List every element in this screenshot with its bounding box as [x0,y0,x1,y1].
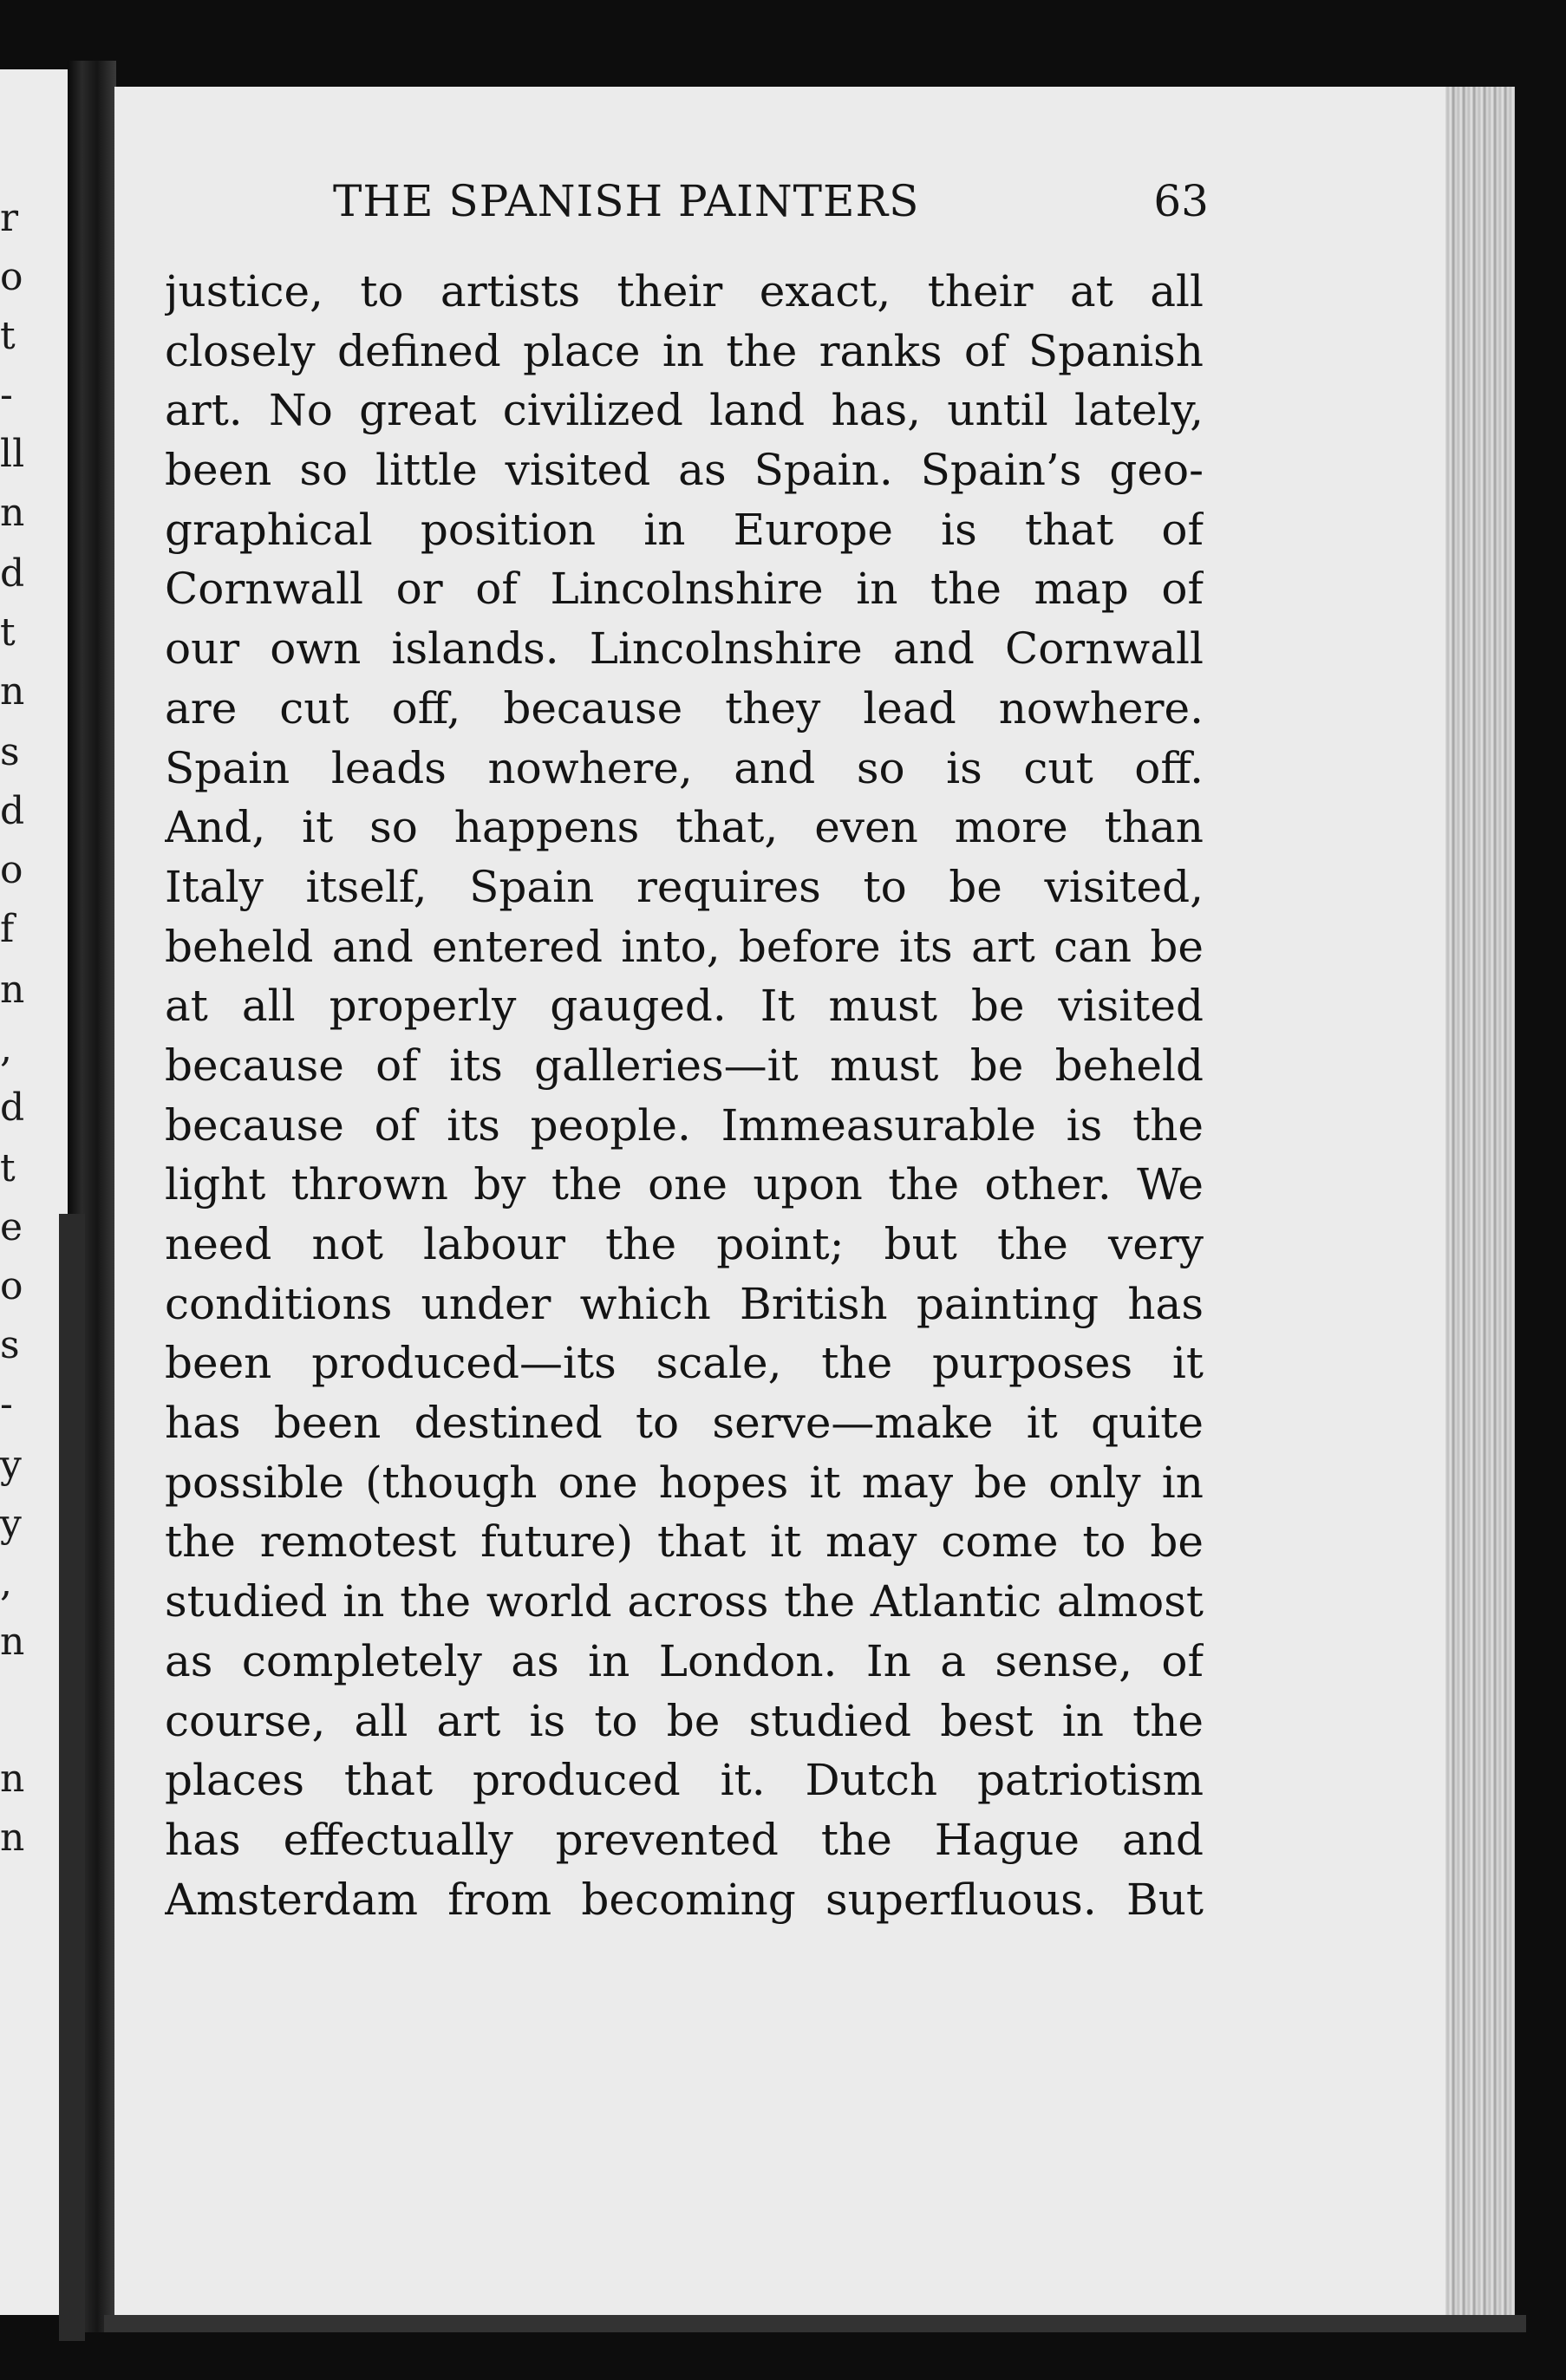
body-text [165,262,1204,1929]
facing-page-fragment: f [0,907,15,951]
facing-page-fragment: o [0,848,23,892]
facing-page-fragment: o [0,1264,23,1308]
text-line: been produced—its scale, the purposes it [165,1338,1204,1389]
facing-page-fragment: d [0,1086,25,1130]
book-bottom-edge [104,2315,1526,2332]
facing-page-fragment: r [0,196,19,240]
page-stack-edge [1445,87,1515,2324]
text-line: Spain leads nowhere, and so is cut off. [165,742,1204,793]
facing-page-fragment: - [0,1382,13,1426]
text-line: because of its people. Immeasurable is the [165,1099,1204,1151]
text-line: studied in the world across the Atlantic almost [165,1576,1204,1627]
gutter-shadow [59,1214,85,2341]
text-line: beheld and entered into, before its art can be [165,921,1204,972]
text-line: has effectually prevented the Hague and [165,1814,1204,1865]
text-line: justice, to artists their exact, their at all [165,266,1204,316]
text-line: Italy itself, Spain requires to be visited, [165,861,1204,912]
text-line: our own islands. Lincolnshire and Cornwall [165,623,1204,675]
facing-page-fragment: o [0,255,23,299]
text-line: closely defined place in the ranks of Spanish [165,325,1204,376]
facing-page-fragment: n [0,1816,25,1860]
facing-page-fragment: t [0,610,16,655]
text-line: because of its galleries—it must be beheld [165,1040,1204,1091]
facing-page-fragment: d [0,551,25,596]
text-line: light thrown by the one upon the other. We [165,1159,1204,1210]
text-line: as completely as in London. In a sense, of [165,1635,1204,1686]
text-line: the remotest future) that it may come to be [165,1516,1204,1568]
text-line: need not labour the point; but the very [165,1219,1204,1269]
text-line: has been destined to serve—make it quite [165,1398,1204,1449]
facing-page-fragment: n [0,669,25,714]
page-header [333,176,1209,228]
facing-page-fragment: t [0,314,16,358]
text-line: conditions under which British painting has [165,1278,1204,1329]
facing-page-fragment: s [0,1323,20,1367]
facing-page-fragment: n [0,1620,25,1664]
text-line: are cut off, because they lead nowhere. [165,682,1204,734]
running-title: THE SPANISH PAINTERS [333,176,920,226]
page-number: 63 [1153,176,1209,226]
text-line: possible (though one hopes it may be only in [165,1457,1204,1508]
facing-page-fragment: t [0,1146,16,1190]
facing-page-fragment: , [0,1027,12,1071]
facing-page-fragment: s [0,730,20,774]
text-line: at all properly gauged. It must be visited [165,981,1204,1032]
facing-page-fragment: e [0,1205,23,1249]
facing-page-fragment: n [0,491,25,535]
text-line: course, all art is to be studied best in the [165,1695,1204,1746]
text-line: art. No great civilized land has, until lately, [165,385,1204,436]
facing-page-fragment: y [0,1502,22,1546]
text-line: Cornwall or of Lincolnshire in the map of [165,564,1204,615]
facing-page-fragment: , [0,1561,12,1605]
facing-page-fragment: d [0,789,25,833]
facing-page-fragment: n [0,1757,25,1801]
text-line: places that produced it. Dutch patriotism [165,1755,1204,1806]
facing-page-fragment: n [0,968,25,1012]
text-line: graphical position in Europe is that of [165,504,1204,555]
facing-page-fragment: y [0,1443,22,1487]
text-line: Amsterdam from becoming superfluous. But [165,1874,1204,1925]
facing-page-fragment: - [0,373,13,417]
facing-page-fragment: ll [0,432,25,476]
facing-page-edge [0,69,68,2315]
text-line: been so little visited as Spain. Spain’s geo- [165,445,1204,496]
text-line: And, it so happens that, even more than [165,802,1204,853]
